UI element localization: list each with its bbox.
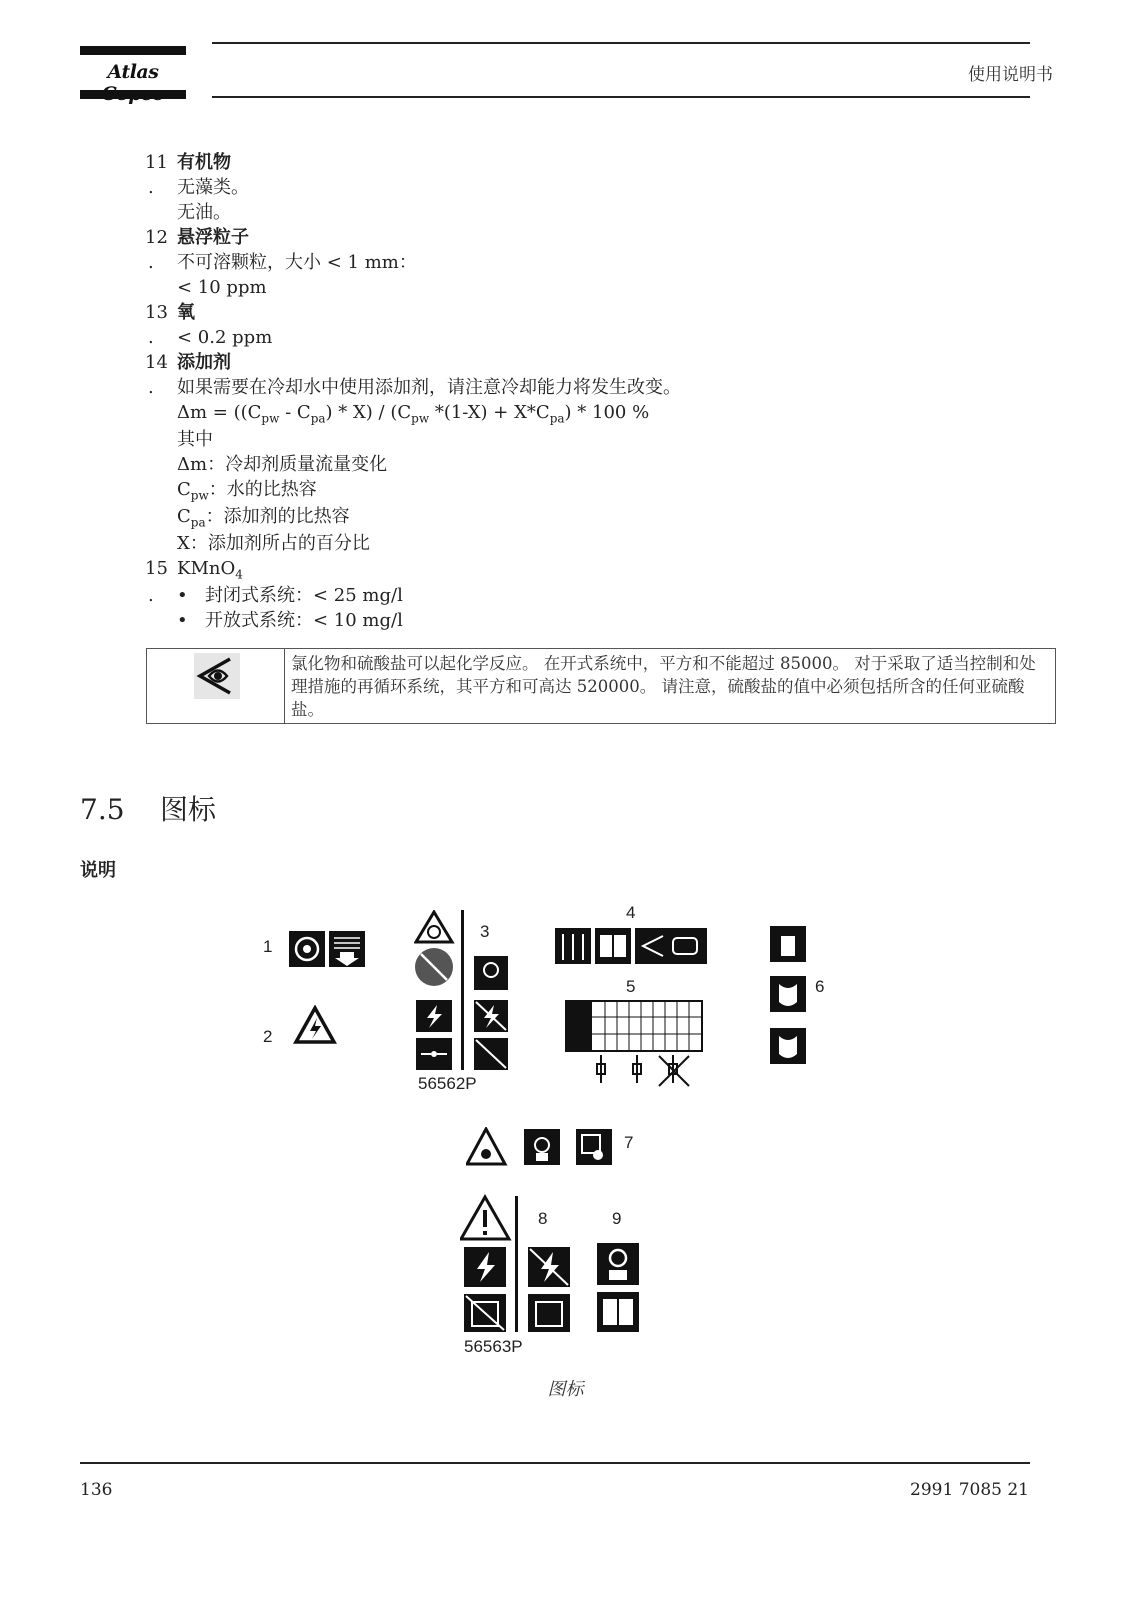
icon-group-9: [596, 1242, 640, 1334]
page-number: 136: [80, 1480, 113, 1500]
icon-group-6: [769, 926, 807, 1066]
figure-ref-2: 56563P: [464, 1337, 523, 1356]
electric-hazard-icon: [293, 1005, 337, 1045]
icon-group-4: [555, 928, 707, 964]
section-heading: [80, 788, 216, 828]
item-title: KMnO$_4$: [177, 558, 243, 582]
note-box: [146, 648, 1056, 724]
item-title: 悬浮粒子: [177, 227, 249, 248]
item-title: 有机物: [177, 152, 231, 173]
icon-group-8: [460, 1194, 572, 1336]
footer-rule: [80, 1462, 1030, 1464]
subheading: 说明: [80, 860, 116, 881]
atlas-copco-logo: [80, 46, 186, 100]
section-title: 图标: [160, 793, 217, 826]
bullet: •: [177, 610, 188, 631]
figure-caption: 图标: [547, 1379, 584, 1400]
document-number: 2991 7085 21: [910, 1480, 1029, 1500]
logo-text: Atlas: [107, 61, 159, 83]
icon-group-3: [414, 910, 514, 1072]
figure-ref-1: 56562P: [418, 1074, 477, 1093]
item-title: 氧: [177, 302, 195, 323]
document-title: 使用说明书: [968, 65, 1053, 85]
bullet: •: [177, 585, 188, 606]
icon-group-5: [565, 1000, 705, 1090]
eye-caution-icon: [194, 653, 240, 699]
header-rule-bottom: [212, 96, 1030, 98]
note-text: 氯化物和硫酸盐可以起化学反应。 在开式系统中，平方和不能超过 85000。 对于采取了适当控制和处理措施的再循环系统，其平方和可高达 520000。 请注意，硫酸盐的值中必须包括所含的任何亚硫酸盐。: [291, 654, 1036, 719]
header-rule-top: [212, 42, 1030, 44]
icon-group-7: [466, 1127, 614, 1167]
item-title: 添加剂: [177, 352, 231, 373]
icon-group-1: [288, 930, 366, 968]
section-number: 7.5: [80, 793, 125, 826]
